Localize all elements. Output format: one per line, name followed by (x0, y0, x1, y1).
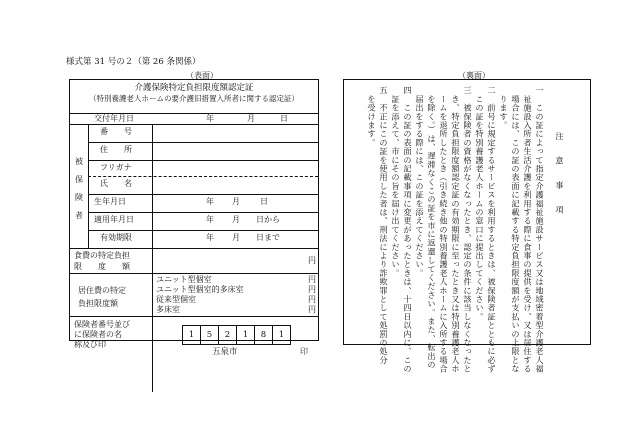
front-side-label: （表面） (186, 71, 218, 80)
note-line-14: 五 不正にこの証を使用した者は、刑法により詐欺罪として処罰の処分 (379, 86, 389, 365)
food-limit-label-2: 限 度 額 (74, 262, 130, 271)
insured-char-1: 被 (75, 157, 83, 166)
insurer-digit: 8 (255, 326, 273, 344)
valid-month: 月 (232, 233, 240, 242)
note-line-10: を除く。）は、遅滞なくこの証を市に返還してください。また、転出の (427, 86, 437, 369)
certificate-back (343, 79, 591, 374)
note-line-11: 届出をする際には、この証を添えてください。 (415, 86, 425, 278)
room-type-conventional-private: 従来型個室 (156, 295, 196, 304)
certificate-subtitle: （特別養護老人ホームの要介護旧措置入所者に関する認定証） (89, 94, 299, 103)
room-type-unit-semi-private: ユニット型個室的多床室 (156, 285, 244, 294)
room-type-multi-bed: 多床室 (156, 305, 180, 314)
note-line-3: 場合には、この証の表面に記載する特定負担限度額が支払いの上限とな (511, 86, 521, 374)
notes-title: 注 意 事 項 (555, 132, 565, 218)
note-line-13: 証を添えて、市にその旨を届け出てください。 (391, 86, 401, 278)
insured-char-4: 者 (75, 211, 83, 220)
room-yen-3: 円 (308, 295, 316, 304)
applicable-year: 年 (206, 215, 214, 224)
residence-limit-label-1: 居住費の特定 (78, 286, 126, 295)
note-line-15: を受けます。 (367, 86, 377, 147)
insurer-digit: 1 (183, 326, 201, 344)
name-label: 氏 名 (100, 179, 132, 188)
address-label: 住 所 (100, 145, 132, 154)
note-line-1: 一 この証によって指定介護福祉施設サービス又は地域密着型介護老人福 (535, 86, 545, 374)
note-line-7: 三 被保険者の資格がなくなったとき、認定の条件に該当しなくなったと (463, 86, 473, 374)
insured-char-2: 保 (75, 175, 83, 184)
insurer-digit: 1 (278, 330, 285, 340)
insured-char-3: 険 (75, 193, 83, 202)
note-line-12: 四 この証の表面の記載事項に変更があったときは、十四日以内に、この (403, 86, 413, 374)
applicable-from: 日から (256, 215, 280, 224)
room-yen-2: 円 (308, 285, 316, 294)
insurer-number-boxes (182, 325, 291, 345)
note-line-5: 二 前号に規定するサービスを利用するときは、被保険者証とともに必ず (487, 86, 497, 374)
furigana-label: フリガナ (100, 163, 132, 172)
dob-day: 日 (260, 197, 268, 206)
insurer-name: 五泉市 (212, 347, 238, 357)
insurer-label-2: に保険者の名 (74, 330, 122, 339)
form-number: 様式第 31 号の２（第 26 条関係） (66, 57, 201, 67)
back-side-label: （裏面） (458, 71, 490, 80)
certificate-title: 介護保険特定負担限度額認定証 (134, 83, 254, 93)
issue-month: 月 (247, 114, 255, 123)
note-line-2: 祉施設入所者生活介護を利用する際に食事の提供を受け、又は居住する (523, 86, 533, 374)
insurer-digit: 1 (237, 326, 255, 344)
insurer-digit: 5 (201, 326, 219, 344)
valid-until-label: 有効期限 (100, 233, 132, 242)
valid-until-text: 日まで (256, 233, 280, 242)
valid-year: 年 (206, 233, 214, 242)
issue-date-label: 交付年月日 (94, 114, 134, 123)
dob-month: 月 (232, 197, 240, 206)
certificate-front (69, 79, 319, 357)
issue-day: 日 (280, 114, 288, 123)
food-yen: 円 (308, 256, 316, 265)
room-yen-4: 円 (308, 305, 316, 314)
note-line-9: ームを退所したとき（引き続き他の特別養護老人ホームに入所する場合 (439, 86, 449, 374)
applicable-month: 月 (232, 215, 240, 224)
room-type-unit-private: ユニット型個室 (156, 275, 212, 284)
issue-year: 年 (206, 114, 214, 123)
note-line-8: き、特定負担限度額認定証の有効期限に至ったとき又は特別養護老人ホ (451, 86, 461, 374)
note-line-4: ります。 (499, 86, 509, 130)
number-label: 番 号 (100, 127, 132, 136)
note-line-6: この証を特別養護老人ホームの窓口に提出してください。 (475, 86, 485, 321)
dob-year: 年 (206, 197, 214, 206)
applicable-date-label: 適用年月日 (94, 215, 134, 224)
room-yen-1: 円 (308, 275, 316, 284)
insurer-label-3: 称及び印 (74, 340, 106, 349)
dob-label: 生年月日 (94, 197, 126, 206)
insurer-digit: 2 (219, 326, 237, 344)
insurer-seal: 印 (300, 347, 308, 356)
food-limit-label-1: 食費の特定負担 (74, 251, 130, 260)
residence-limit-label-2: 負担限度額 (78, 299, 118, 308)
insurer-label-1: 保険者番号並び (74, 320, 130, 329)
